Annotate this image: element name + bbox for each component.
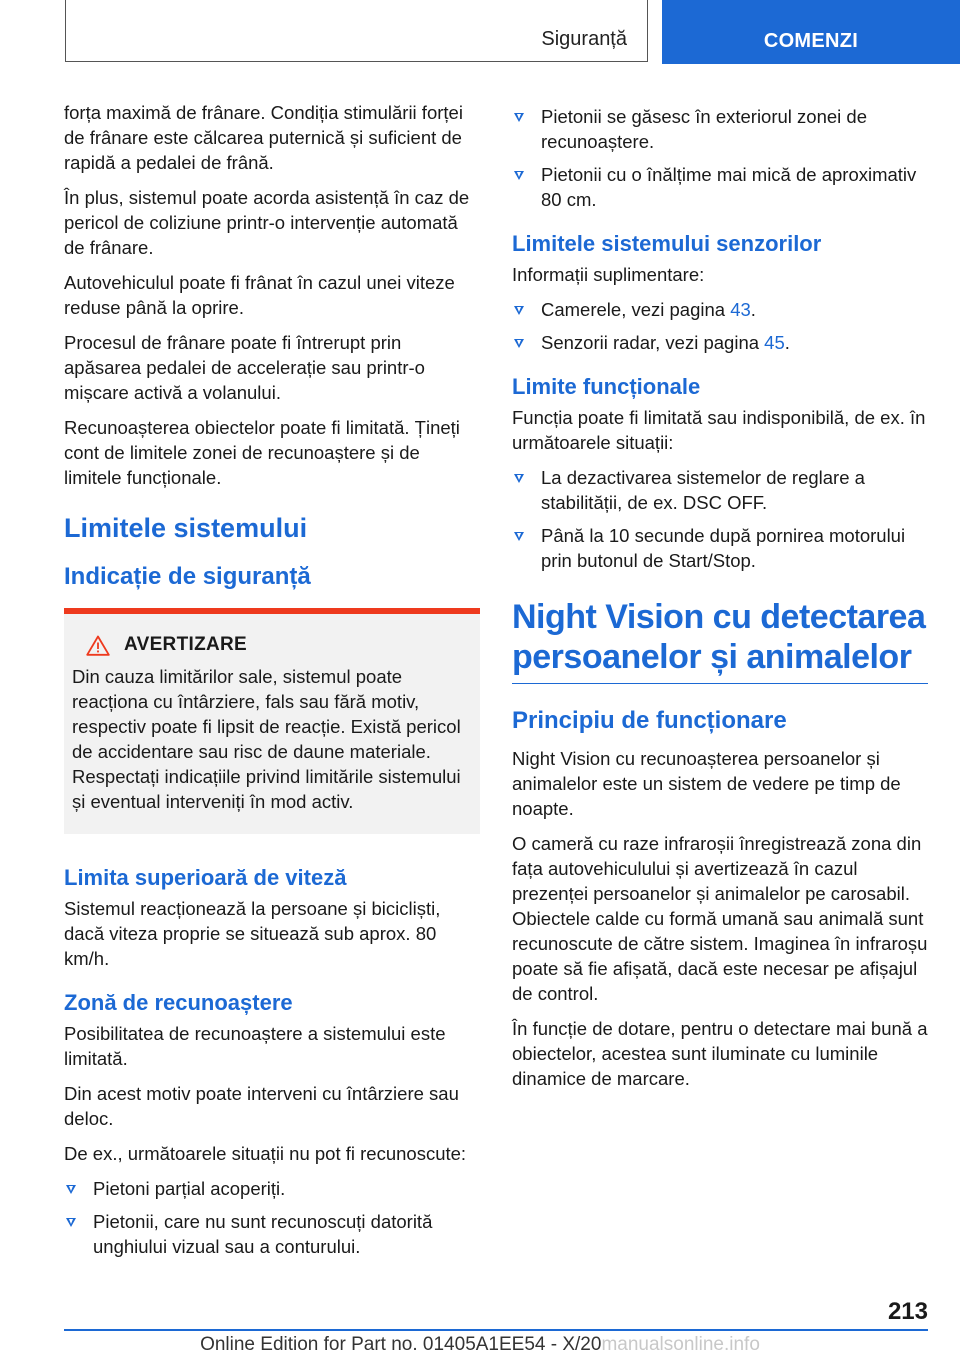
warning-header <box>72 614 470 664</box>
list-item: Pietonii cu o înălțime mai mică de aproximativ 80 cm. <box>512 162 928 212</box>
list-item: La dezactivarea sistemelor de reglare a stabilității, de ex. DSC OFF. <box>512 465 928 515</box>
triangle-bullet-icon <box>514 532 524 541</box>
heading-sensor-limits: Limitele sistemului senzorilor <box>512 231 822 256</box>
header-section-tab <box>65 0 648 62</box>
list-item: Senzorii radar, vezi pagina 45. <box>512 330 928 355</box>
paragraph: O cameră cu raze infraroșii înregistrează zona din fața autovehiculului și avertizează în cazul prezenței persoanelor și animalelor pe carosabil. Obiectele calde cu formă umană sau animală sunt recunoscute de către sistem. Imaginea în infraroșu poate să fie afișată, dacă este necesar pe afișajul de control. <box>512 833 928 1004</box>
triangle-bullet-icon <box>514 113 524 122</box>
warning-text: Din cauza limitărilor sale, sistemul poate reacționa cu întârziere, fals sau fără motiv, respectiv poate fi lipsit de reacție. Există pericol de accidentare sau risc de daune materiale. Respectați indicațiile privind limitările sistemului și eventual interveniți în mod activ. <box>72 666 461 812</box>
bullet-list <box>512 104 928 212</box>
right-column <box>512 100 928 1101</box>
chapter-tab[interactable]: COMENZI <box>662 0 960 64</box>
heading-functional-limits: Limite funcționale <box>512 374 701 399</box>
paragraph: Recunoașterea obiectelor poate fi limitată. Țineți cont de limitele zonei de recunoaștere și de limitele funcționale. <box>64 417 460 488</box>
paragraph: În plus, sistemul poate acorda asistență în caz de pericol de coliziune printr-o intervenție automată de frânare. <box>64 187 470 258</box>
triangle-bullet-icon <box>514 474 524 483</box>
footer-divider <box>64 1329 928 1331</box>
heading-night-vision: Night Vision cu detectarea persoanelor și animalelor <box>512 597 928 684</box>
list-item: Până la 10 secunde după pornirea motorului prin butonul de Start/Stop. <box>512 523 928 573</box>
bullet-list <box>512 297 928 355</box>
watermark: manualsonline.info <box>601 1334 760 1355</box>
paragraph: Funcția poate fi limitată sau indisponibilă, de ex. în următoarele situații: <box>512 407 926 453</box>
paragraph: Sistemul reacționează la persoane și bicicliști, dacă viteza proprie se situează sub aprox. 80 km/h. <box>64 898 441 969</box>
paragraph: Din acest motiv poate interveni cu întârziere sau deloc. <box>64 1083 459 1129</box>
triangle-bullet-icon <box>514 306 524 315</box>
paragraph: Autovehiculul poate fi frânat în cazul unei viteze reduse până la oprire. <box>64 272 455 318</box>
warning-triangle-icon <box>86 635 110 656</box>
section-title: Siguranță <box>541 28 627 50</box>
list-item: Pietonii, care nu sunt recunoscuți datorită unghiului vizual sau a conturului. <box>64 1209 480 1259</box>
page-number: 213 <box>887 1298 928 1325</box>
heading-system-limits: Limitele sistemului <box>64 513 308 543</box>
triangle-bullet-icon <box>514 339 524 348</box>
left-column <box>64 100 480 1269</box>
bullet-list <box>64 1176 480 1259</box>
list-item: Camerele, vezi pagina 43. <box>512 297 928 322</box>
footer-edition: Online Edition for Part no. 01405A1EE54 - X/20manualsonline.info <box>200 1334 760 1355</box>
paragraph: Night Vision cu recunoașterea persoanelor și animalelor este un sistem de vedere pe timp de noapte. <box>512 748 901 819</box>
list-item: Pietoni parțial acoperiți. <box>64 1176 480 1201</box>
paragraph: Posibilitatea de recunoaștere a sistemului este limitată. <box>64 1023 446 1069</box>
paragraph: De ex., următoarele situații nu pot fi recunoscute: <box>64 1143 467 1164</box>
heading-safety-note: Indicație de siguranță <box>64 563 311 590</box>
paragraph: forța maximă de frânare. Condiția stimulării forței de frânare este călcarea puternică și suficient de rapidă a pedalei de frână. <box>64 102 463 173</box>
warning-title: AVERTIZARE <box>124 634 247 655</box>
paragraph: În funcție de dotare, pentru o detectare mai bună a obiectelor, acestea sunt iluminate cu luminile dinamice de marcare. <box>512 1018 928 1089</box>
paragraph: Procesul de frânare poate fi întrerupt prin apăsarea pedalei de accelerație sau printr-o mișcare activă a volanului. <box>64 332 425 403</box>
page-link-radar[interactable]: 45 <box>764 332 785 353</box>
paragraph: Informații suplimentare: <box>512 264 705 285</box>
triangle-bullet-icon <box>66 1218 76 1227</box>
bullet-list <box>512 465 928 573</box>
warning-box <box>64 608 480 834</box>
heading-operating-principle: Principiu de funcționare <box>512 707 787 734</box>
triangle-bullet-icon <box>514 171 524 180</box>
list-item: Pietonii se găsesc în exteriorul zonei de recunoaștere. <box>512 104 928 154</box>
triangle-bullet-icon <box>66 1185 76 1194</box>
page-link-cameras[interactable]: 43 <box>730 299 751 320</box>
heading-speed-limit: Limita superioară de viteză <box>64 865 347 890</box>
heading-recognition-zone: Zonă de recunoaștere <box>64 990 293 1015</box>
